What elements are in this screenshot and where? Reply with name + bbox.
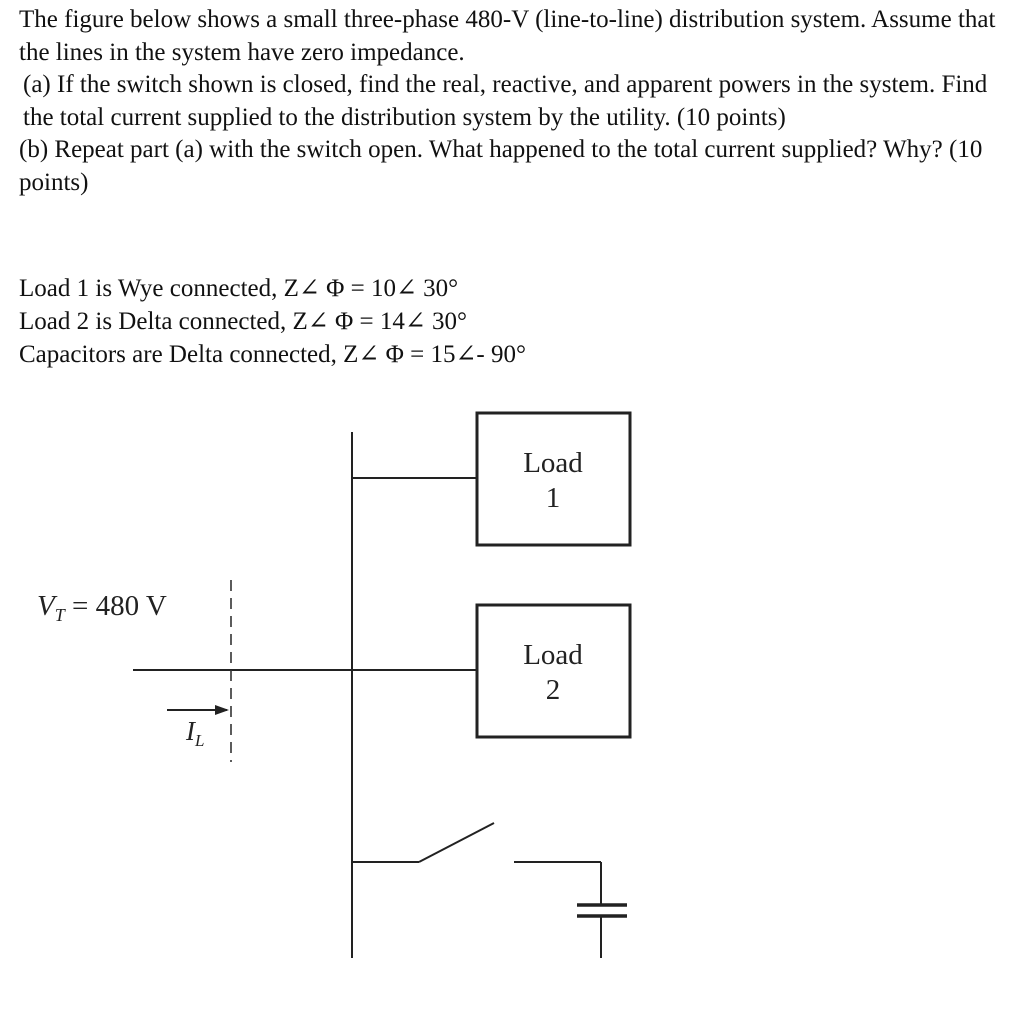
load2-label-line2: 2 (545, 674, 561, 706)
load1-label-line1: Load (523, 447, 583, 479)
load2-spec: Load 2 is Delta connected, Z∠ Φ = 14∠ 30° (19, 308, 468, 335)
load2-label-line1: Load (523, 639, 583, 671)
switch-blade (419, 823, 494, 862)
current-arrowhead (215, 705, 229, 715)
problem-part-b: (b) Repeat part (a) with the switch open. What happened to the total current supplied? Why? (10 points) (19, 136, 983, 196)
problem-part-a: (a) If the switch shown is closed, find the real, reactive, and apparent powers in the system. Find the total current supplied to the distribution system by the utility. (10 points) (23, 71, 988, 131)
capacitor-spec: Capacitors are Delta connected, Z∠ Φ = 15∠- 90° (19, 341, 527, 368)
voltage-label: $V_T = 480$ V (37, 590, 167, 625)
load2-box (477, 605, 630, 737)
load1-box (477, 413, 630, 545)
load1-label-line2: 1 (545, 482, 561, 514)
problem-intro: The figure below shows a small three-phase 480-V (line-to-line) distribution system. Assume that the lines in the system have zero impedance. (19, 6, 996, 66)
current-label: $I_L$ (186, 716, 205, 750)
load1-spec: Load 1 is Wye connected, Z∠ Φ = 10∠ 30° (19, 275, 459, 302)
